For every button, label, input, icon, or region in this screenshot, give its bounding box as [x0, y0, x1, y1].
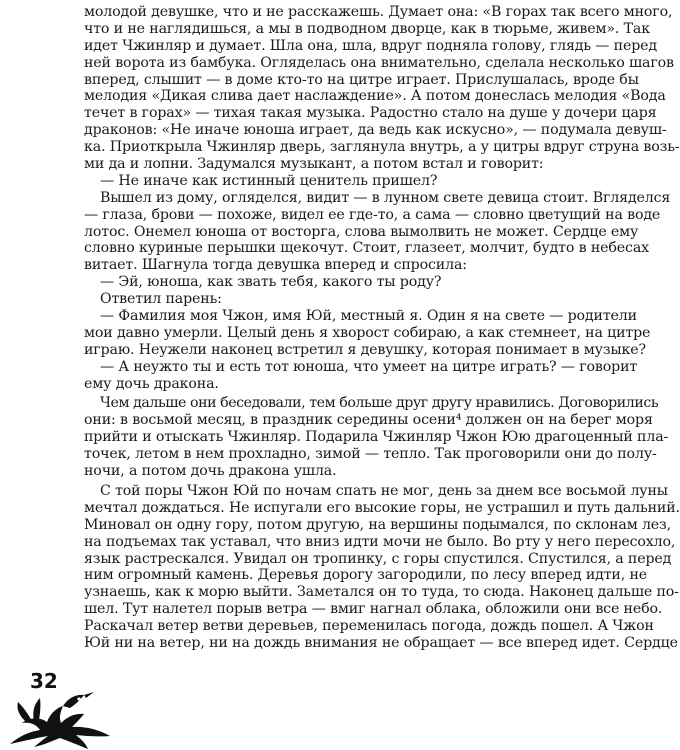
text-line: витает. Шагнула тогда девушка вперед и спросила:: [84, 257, 467, 274]
text-line: — Не иначе как истинный ценитель пришел?: [100, 172, 438, 189]
text-line: точек, летом в нем прохладно, зимой — тепло. Так проговорили они до полу-: [84, 446, 657, 463]
text-line: ми да и лопни. Задумался музыкант, а потом встал и говорит:: [84, 156, 544, 173]
page-number: 32: [30, 669, 58, 693]
text-line: Ответил парень:: [100, 291, 222, 308]
text-line: что и не наглядишься, а мы в подводном дворце, как в тюрьме, живем». Так: [84, 20, 650, 37]
text-line: ней ворота из бамбука. Огляделась она внимательно, сделала несколько шагов: [84, 54, 674, 71]
text-line: — глаза, брови — похоже, видел ее где-то, а сама — словно цветущий на воде: [84, 206, 661, 223]
text-line: шел. Тут налетел порыв ветра — вмиг нагнал облака, обложили они все небо.: [84, 601, 663, 618]
text-line: Чем дальше они беседовали, тем больше друг другу нравились. Договорились: [100, 395, 659, 412]
text-line: они: в восьмой месяц, в праздник середины осени⁴ должен он на берег моря: [84, 412, 653, 429]
text-line: мои давно умерли. Целый день я хворост собираю, а как стемнеет, на цитре: [84, 324, 651, 341]
text-line: — Фамилия моя Чжон, имя Юй, местный я. Один я на свете — родители: [100, 308, 637, 325]
text-line: прийти и отыскать Чжинляр. Подарила Чжинляр Чжон Юю драгоценный пла-: [84, 429, 669, 446]
text-line: язык растрескался. Увидал он тропинку, с горы спустился. Спустился, а перед: [84, 550, 672, 567]
bird-ornament-icon: [6, 686, 124, 750]
text-line: ночи, а потом дочь дракона ушла.: [84, 463, 337, 480]
text-line: течет в горах» — тихая такая музыка. Радостно стало на душе у дочери царя: [84, 105, 657, 122]
text-line: Раскачал ветер ветви деревьев, переменилась погода, дождь пошел. А Чжон: [84, 618, 654, 635]
page-body: [84, 4, 680, 652]
text-line: играю. Неужели наконец встретил я девушку, которая понимает в музыке?: [84, 341, 646, 358]
text-line: — Эй, юноша, как звать тебя, какого ты роду?: [100, 274, 442, 291]
text-line: Юй ни на ветер, ни на дождь внимания не обращает — все вперед идет. Сердце: [84, 634, 678, 651]
text-line: драконов: «Не иначе юноша играет, да ведь как искусно», — подумала девуш-: [84, 122, 667, 139]
text-line: Миновал он одну гору, потом другую, на вершины подымался, по склонам лез,: [84, 516, 672, 533]
text-line: мелодия «Дикая слива дает наслаждение». А потом донеслась мелодия «Вода: [84, 88, 666, 105]
text-line: молодой девушке, что и не расскажешь. Думает она: «В горах так всего много,: [84, 4, 673, 20]
text-line: на подъемах так уставал, что вниз идти мочи не было. Во рту у него пересохло,: [84, 533, 676, 550]
text-line: лотос. Онемел юноша от восторга, слова вымолвить не может. Сердце ему: [84, 223, 639, 240]
text-line: узнаешь, как к морю выйти. Заметался он то туда, то сюда. Наконец дальше по-: [84, 584, 679, 601]
text-line: ка. Приоткрыла Чжинляр дверь, заглянула внутрь, а у цитры вдруг струна возь-: [84, 139, 680, 156]
text-line: словно куриные перышки щекочут. Стоит, глазеет, молчит, будто в небесах: [84, 240, 649, 257]
text-line: вперед, слышит — в доме кто-то на цитре играет. Прислушалась, вроде бы: [84, 71, 639, 88]
text-line: — А неужто ты и есть тот юноша, что умеет на цитре играть? — говорит: [100, 358, 638, 375]
text-line: мечтал дождаться. Не испугали его высокие горы, не устрашил и путь дальний.: [84, 499, 680, 516]
text-line: Вышел из дому, огляделся, видит — в лунном свете девица стоит. Вгляделся: [100, 189, 671, 206]
text-line: идет Чжинляр и думает. Шла она, шла, вдруг подняла голову, глядь — перед: [84, 37, 657, 54]
text-line: ему дочь дракона.: [84, 375, 219, 392]
text-line: ним огромный камень. Деревья дорогу загородили, по лесу вперед идти, не: [84, 567, 648, 584]
text-line: С той поры Чжон Юй по ночам спать не мог, день за днем все восьмой луны: [100, 482, 668, 499]
